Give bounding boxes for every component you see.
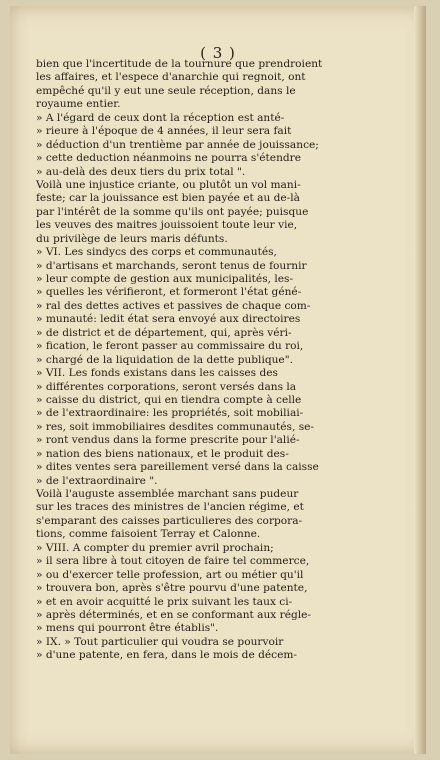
text-line: s'emparant des caisses particulieres des corpora- [36,514,303,527]
text-line: les affaires, et l'espece d'anarchie qui regnoit, ont [36,71,306,84]
text-line: tions, comme faisoient Terray et Calonne. [36,528,261,541]
text-line: » VIII. A compter du premier avril prochain; [36,541,274,554]
text-line: » nation des biens nationaux, et le produit des- [36,447,289,460]
text-line: les veuves des maitres jouissoient toute leur vie, [36,219,298,232]
text-line: feste; car la jouissance est bien payée et au de-là [36,192,300,205]
text-line: » au-delà des deux tiers du prix total ". [36,165,246,178]
text-line: par l'intérêt de la somme qu'ils ont payée; puisque [36,205,309,218]
text-line: » il sera libre à tout citoyen de faire tel commerce, [36,555,310,568]
book-page [10,6,426,754]
text-line: » ou d'exercer telle profession, art ou métier qu'il [36,568,304,581]
text-line: » ral des dettes actives et passives de chaque com- [36,299,311,312]
text-line: Voilà l'auguste assemblée marchant sans pudeur [36,488,299,500]
text-line: » VI. Les sindycs des corps et communautés, [36,246,277,259]
text-line: royaume entier. [36,98,121,111]
text-line: » IX. » Tout particulier qui voudra se pourvoir [36,635,284,648]
page-text [36,58,376,663]
text-line: » VII. Les fonds existans dans les caisses des [36,367,278,380]
text-line: » fication, le feront passer au commissaire du roi, [36,340,304,353]
text-line: » munauté: ledit état sera envoyé aux directoires [36,313,301,326]
text-line: » cette deduction néanmoins ne pourra s'étendre [36,152,302,165]
text-line: » de district et de département, qui, après véri- [36,326,292,339]
text-line: » A l'égard de ceux dont la réception est anté- [36,111,285,124]
text-line: » leur compte de gestion aux municipalités, les- [36,273,294,285]
text-line: Voilà une injustice criante, ou plutôt un vol mani- [36,178,301,191]
text-line: » dites ventes sera pareillement versé dans la caisse [36,461,319,474]
text-line: » quelles les vérifieront, et formeront l'état géné- [36,286,302,299]
text-line: » mens qui pourront être établis". [36,622,219,635]
page-number: ( 3 ) [200,44,236,62]
text-line: » après déterminés, et en se conformant aux régle- [36,608,311,621]
text-line: » de l'extraordinaire: les propriétés, soit mobiliai- [36,407,304,420]
text-line: empêché qu'il y eut une seule réception, dans le [36,84,296,97]
text-line: » d'artisans et marchands, seront tenus de fournir [36,259,307,272]
text-line: » caisse du district, qui en tiendra compte à celle [36,393,302,406]
text-line: » trouvera bon, après s'être pourvu d'une patente, [36,582,308,595]
text-line: » et en avoir acquitté le prix suivant les taux ci- [36,595,293,608]
text-line: » déduction d'un trentième par année de jouissance; [36,138,319,151]
text-line: » res, soit immobiliaires desdites communautés, se- [36,420,314,433]
text-line: du privilège de leurs maris défunts. [36,232,228,245]
text-line: » différentes corporations, seront versés dans la [36,380,297,393]
text-line: » de l'extraordinaire ". [36,474,158,487]
page-gutter [414,6,426,754]
text-line: » chargé de la liquidation de la dette publique". [36,353,293,366]
text-line: sur les traces des ministres de l'ancien régime, et [36,501,304,514]
text-line: » rieure à l'époque de 4 années, il leur sera fait [36,125,292,138]
text-line: » d'une patente, en fera, dans le mois de décem- [36,649,297,662]
text-line: bien que l'incertitude de la tournure que prendroient [36,58,323,70]
text-line: » ront vendus dans la forme prescrite pour l'alié- [36,434,300,447]
